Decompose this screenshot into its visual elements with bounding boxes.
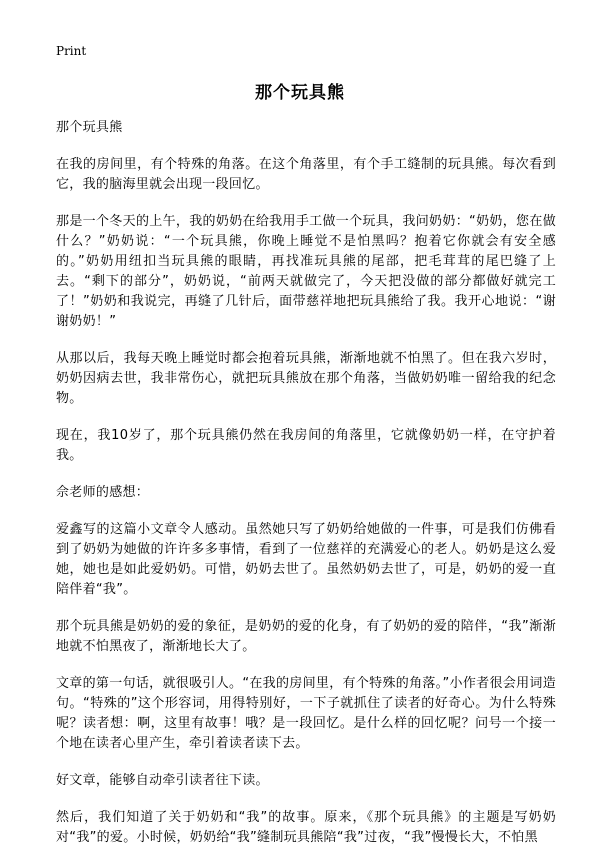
- body-paragraph: 那个玩具熊是奶奶的爱的象征，是奶奶的爱的化身，有了奶奶的爱的陪伴，“我”渐渐地就不怕黑夜了，渐渐地长大了。: [56, 619, 556, 654]
- body-paragraph: 好文章，能够自动牵引读者往下读。: [56, 773, 269, 788]
- teacher-comment-heading: 佘老师的感想：: [56, 485, 150, 500]
- body-paragraph: 文章的第一句话，就很吸引人。“在我的房间里，有个特殊的角落。”小作者很会用词造句。“特殊的”这个形容词，用得特别好，一下子就抓住了读者的好奇心。为什么特殊呢？读者想：啊，这里有故事！哦？是一段回忆。是什么样的回忆呢？问号一个接一个地在读者心里产生，牵引着读者读下去。: [56, 676, 556, 751]
- body-paragraph: 在我的房间里，有个特殊的角落。在这个角落里，有个手工缝制的玩具熊。每次看到它，我的脑海里就会出现一段回忆。: [56, 157, 556, 192]
- body-paragraph: 然后，我们知道了关于奶奶和“我”的故事。原来，《那个玩具熊》的主题是写奶奶对“我”的爱。小时候，奶奶给“我”缝制玩具熊陪“我”过夜，“我”慢慢长大，不怕黑: [56, 810, 556, 845]
- subtitle-paragraph: 那个玩具熊: [56, 120, 123, 135]
- body-paragraph: 爱鑫写的这篇小文章令人感动。虽然她只写了奶奶给她做的一件事，可是我们仿佛看到了奶奶为她做的许许多多事情，看到了一位慈祥的充满爱心的老人。奶奶是这么爱她，她也是如此爱奶奶。可惜，奶奶去世了。虽然奶奶去世了，可是，奶奶的爱一直陪伴着“我”。: [56, 522, 556, 597]
- body-paragraph: 从那以后，我每天晚上睡觉时都会抱着玩具熊，渐渐地就不怕黑了。但在我六岁时，奶奶因病去世，我非常伤心，就把玩具熊放在那个角落，当做奶奶唯一留给我的纪念物。: [56, 351, 556, 406]
- body-paragraph: 那是一个冬天的上午，我的奶奶在给我用手工做一个玩具，我问奶奶：“奶奶，您在做什么？”奶奶说：“一个玩具熊，你晚上睡觉不是怕黑吗？抱着它你就会有安全感的。”奶奶用纽扣当玩具熊的眼睛，再找准玩具熊的尾部，把毛茸茸的尾巴缝了上去。“剩下的部分”，奶奶说，“前两天就做完了，今天把没做的部分都做好就完工了！”奶奶和我说完，再缝了几针后，面带慈祥地把玩具熊给了我。我开心地说：“谢谢奶奶！”: [56, 214, 556, 329]
- print-link[interactable]: Print: [56, 44, 87, 58]
- document-title: 那个玩具熊: [255, 83, 345, 103]
- document-body: [56, 118, 556, 865]
- body-paragraph: 现在，我10岁了，那个玩具熊仍然在我房间的角落里，它就像奶奶一样，在守护着我。: [56, 428, 556, 463]
